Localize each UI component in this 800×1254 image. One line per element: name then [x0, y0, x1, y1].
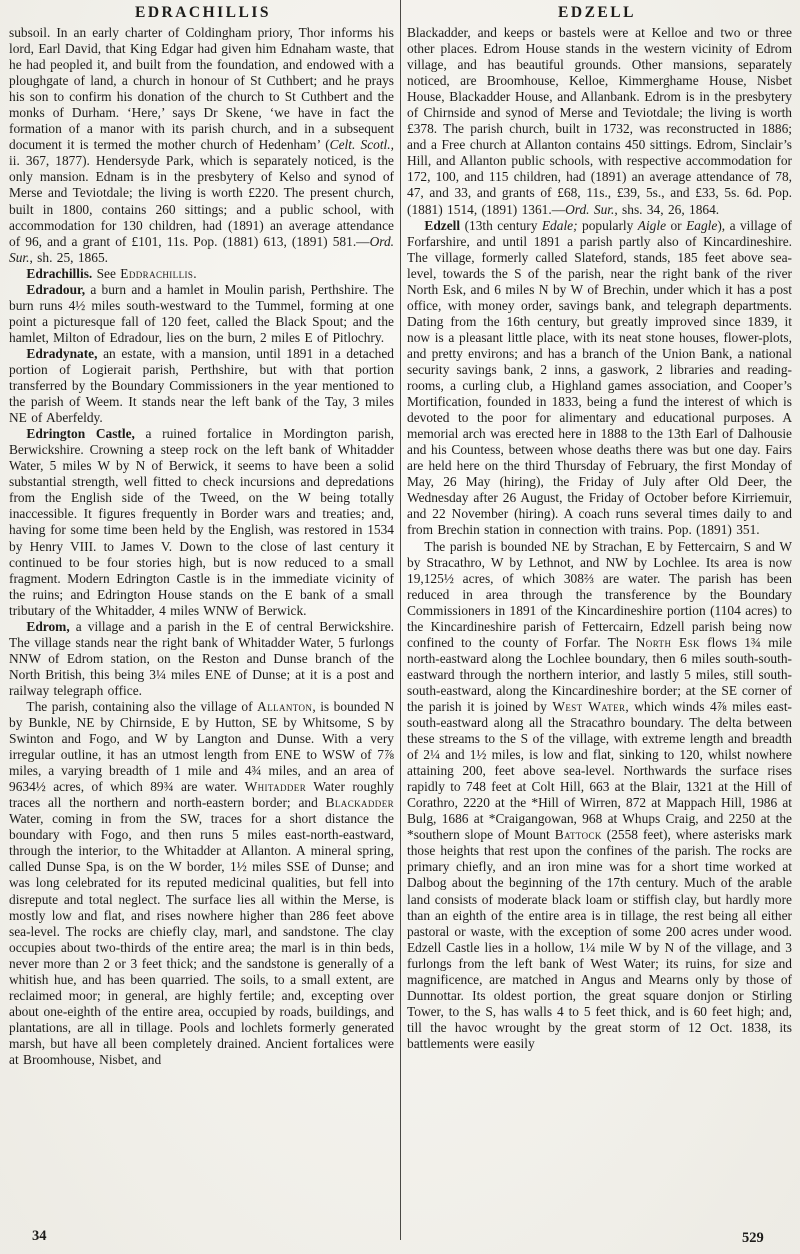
text-run-bold: Edradour, [26, 281, 86, 297]
paragraph [9, 25, 394, 266]
text-run-plain: Water roughly traces all the northern and north-eastern border; and [9, 779, 394, 811]
text-run-bold: Edrington Castle, [26, 426, 135, 442]
text-run-smallcaps: Blackadder [325, 795, 394, 811]
text-run-bold: Edradynate, [26, 345, 98, 361]
paragraph [407, 25, 792, 218]
text-run-plain: , shs. 34, 26, 1864. [614, 201, 720, 217]
text-run-plain: a village and a parish in the E of central Berwickshire. The village stands near the right bank of Whitadder Water, 5 furlongs NNW of Edrom station, on the Reston and Dunse branch of the North British, this being 3¼ miles ENE of Dunse; at it is a post and railway telegraph office. [9, 618, 394, 698]
text-run-smallcaps: West Water [552, 698, 626, 714]
text-run-italic: Ord. Sur. [9, 233, 394, 265]
text-run-plain: a burn and a hamlet in Moulin parish, Perthshire. The burn runs 4½ miles south-westward to the Tummel, forming at one point a picturesque fall of 120 feet, called the Black Spout; and the hamlet, Milton of Edradour, lies on the burn, 2 miles E of Pitlochry. [9, 281, 394, 345]
paragraph [9, 426, 394, 619]
text-run-plain: an estate, with a mansion, until 1891 in a detached portion of Logierait parish, Perthshire, but with that portion transferred by the Boundary Commissioners in the year mentioned to the parish of Weem. It stands near the left bank of the Tay, 3 miles NE of Aberfeldy. [9, 345, 394, 426]
text-run-italic: Aigle [637, 217, 667, 233]
text-run-plain: The parish, containing also the village of [26, 698, 258, 714]
text-run-plain: , ii. 367, 1877). Hendersyde Park, which is separately noticed, is the only mansion. Ednam is in the presbytery of Kelso and synod of Merse and Teviotdale; the living is worth £220. The present church, built in 1800, contains 260 sittings; and a public school, with accommodation for 130 children, had (1891) an average attendance of 96, and a grant of £101, 11s. Pop. (1881) 613, (1891) 581.— [9, 137, 394, 249]
text-run-plain: (13th century [460, 217, 542, 233]
text-run-plain: subsoil. In an early charter of Coldingham priory, Thor informs his lord, Earl David, that King Edgar had given him Ednaham waste, that he had peopled it, and built from the foundation, and endowed with a ploughgate of land, a church in honour of St Cuthbert; and he prays his son to confirm his donation of the church to St Cuthbert and the monks of Durham. ‘Here,’ says Dr Skene, ‘we have in fact the formation of a manor with its parish church, and in a subsequent document it is termed the mother church of Hedenham’ ( [9, 25, 394, 153]
paragraph [9, 282, 394, 346]
page-number-right: 529 [742, 1230, 764, 1246]
text-run-plain: flows 1¾ mile north-eastward along the Lochlee boundary, then 6 miles south-south-eastward through the northern interior, and lastly 5 miles, still south-south-eastward, along the Kincardineshire border; at the SE corner of the parish it is joined by [407, 634, 792, 714]
running-head-right: EDZELL [558, 4, 636, 21]
text-run-plain: The parish is bounded NE by Strachan, E by Fettercairn, S and W by Stracathro, W by Lethnot, and NW by Lochlee. Its area is now 19,125½ acres, of which 308⅔ are water. The parish has been reduced in area through the transference by the Boundary Commissioners in 1891 of the Kincardineshire portion (1104 acres) to the Kincardineshire parish of Fettercairn, Edzell parish being now confined to the county of Forfar. The [407, 538, 792, 650]
text-run-bold: Edrachillis. [26, 265, 93, 281]
text-run-plain: , is bounded N by Bunkle, NE by Chirnside, E by Hutton, SE by Whitsome, S by Swinton and Fogo, and W by Langton and Dunse. With a very irregular outline, it has an utmost length from ENE to WSW of 7⅞ miles, a varying breadth of 1 mile and 4¾ miles, and an area of 9634½ acres, of which 89¾ are water. [9, 698, 395, 795]
page-number-left: 34 [32, 1228, 47, 1244]
text-run-plain: Water, coming in from the SW, traces for a short distance the boundary with Fogo, and then runs 5 miles east-north-eastward, through the interior, to the Whitadder at Allanton. A mineral spring, called Dunse Spa, is on the W border, 1½ miles SSE of Dunse; and was long celebrated for its reputed medicinal qualities, but fell into disrepute and total neglect. The surface lies all within the Merse, is mostly low and flat, and rises nowhere higher than 286 feet above sea-level. The rocks are chiefly clay, marl, and sandstone. The clay occupies about two-thirds of the entire area; the marl is in thin beds, never more than 2 or 3 feet thick; and the sandstone is generally of a whitish hue, and has been quarried. The soils, to a small extent, are reclaimed moor; in general, are highly fertile; and, excepting over about one-eighth of the entire area, occupied by roads, buildings, and plantations, are all in tillage. Pools and lochlets formerly generated marsh, but have all been completely drained. Ancient fortalices were at Broomhouse, Nisbet, and [9, 811, 394, 1067]
text-run-plain: , sh. 25, 1865. [29, 249, 108, 265]
text-run-plain: ), a village of Forfarshire, and until 1891 a parish partly also of Kincardineshire. The village, formerly called Slateford, stands, 185 feet above sea-level, towards the S of the parish, near the right bank of the river North Esk, and 6 miles N by W of Brechin, under which it has a post office, with money order, savings bank, and telegraph departments. Dating from the 16th century, but greatly improved since 1839, it now is a pleasant little place, with its neat stone houses, flower-plots, and pretty environs; and has a branch of the Union Bank, a national security savings bank, 2 inns, a gaswork, 2 libraries and reading-rooms, a curling club, a Highland games association, and Cooper’s Mortification, founded in 1833, being a fund the interest of which is devoted to the poor for alimentary and educational purposes. A memorial arch was erected here in 1888 to the 13th Earl of Dalhousie and his Countess, between whose deaths there was but one day. Fairs are held here on the third Thursday of February, the first Monday of May, 26 May (hiring), the Friday of July after Old Deer, the Wednesday after 26 August, the Friday of October before Kirriemuir, and 22 November (hiring). A coach runs several times daily to and from Brechin station in connection with trains. Pop. (1891) 351. [407, 217, 792, 538]
text-run-smallcaps: North Esk [635, 634, 700, 650]
paragraph [407, 539, 792, 1053]
text-run-italic: Celt. Scotl. [329, 137, 391, 153]
text-run-bold: Edzell [424, 217, 461, 233]
left-column [9, 25, 394, 1068]
text-run-plain: , which winds 4⅞ miles east-south-eastward along all the Stracathro boundary. The delta between these streams to the S of the village, with extreme length and breadth of 2¼ and 1½ miles, is low and flat, sinking to 120, whilst nowhere attaining 200, feet above sea-level. Northwards the surface rises rapidly to 748 feet at Colt Hill, 663 at the Blair, 1321 at the Hill of Corathro, 2220 at the *Hill of Wirren, 872 at Mappach Hill, 1986 at Bulg, 1686 at *Craigangowan, 968 at Whups Craig, and 2250 at the *southern slope of Mount [407, 698, 792, 843]
text-run-plain: (2558 feet), where asterisks mark those heights that rest upon the confines of the parish. The rocks are primary chiefly, and an iron mine was for a short time worked at Dalbog about the beginning of the 17th century. Much of the arable land consists of moderate black loam or stiffish clay, but hardly more than an eighth of the entire area is in tillage, the rest being all either pastoral or waste, with the exception of some 200 acres under wood. Edzell Castle lies in a hollow, 1¼ mile W by N of the village, and 3 furlongs from the left bank of West Water; its ruins, for size and magnificence, are matched in Angus and Mearns only by those of Dunnottar. Its oldest portion, the great square donjon or Stirling Tower, to the S, has walls 4 to 5 feet thick, and is 60 feet high; and, till the havoc wrought by the great storm of 12 Oct. 1838, its battlements were easily [407, 827, 792, 1051]
text-run-plain: a ruined fortalice in Mordington parish, Berwickshire. Crowning a steep rock on the left bank of Whitadder Water, 5 miles W by N of Berwick, it seems to have been a solid substantial strength, well fitted to check incursions and depredations from the English side of the Tweed, on the W being totally inaccessible. It figures frequently in Border wars and treaties; and, having for some time been held by the English, was restored in 1534 by Henry VIII. to James V. Down to the close of last century it continued to be four stories high, but is now reduced to a small fragment. Modern Edrington Castle is in the immediate vicinity of the ruins; and Edrington House stands on the E bank of a small tributary of the Whitadder, 4 miles WNW of Berwick. [9, 426, 394, 618]
text-run-italic: Edale; [541, 217, 578, 233]
text-run-smallcaps: Whitadder [244, 779, 307, 795]
paragraph [9, 266, 394, 282]
paragraph [9, 346, 394, 426]
text-run-italic: Ord. Sur. [565, 201, 615, 217]
text-run-smallcaps: Eddrachillis [120, 265, 194, 281]
text-run-plain: Blackadder, and keeps or bastels were at Kelloe and two or three other places. Edrom House stands in the western vicinity of Edrom village, and has beautiful grounds. Other mansions, separately noticed, are Broomhouse, Kelloe, Kimmerghame House, Nisbet House, Blackadder House, and Allanbank. Edrom is in the presbytery of Chirnside and synod of Merse and Teviotdale; the living is worth £378. The parish church, built in 1732, was reconstructed in 1886; and a Free church at Allanton contains 450 sittings. Edrom, Sinclair’s Hill, and Allanton public schools, with respective accommodation for 172, 100, and 115 children, had (1891) an average attendance of 78, 47, and 33, and grants of £68, 11s., £39, 5s., and £33, 5s. 6d. Pop. (1881) 1514, (1891) 1361.— [407, 25, 792, 217]
text-run-smallcaps: Allanton [257, 698, 313, 714]
text-run-plain: . [193, 265, 197, 281]
column-divider [400, 0, 401, 1240]
paragraph [9, 619, 394, 699]
text-run-smallcaps: Battock [554, 827, 602, 843]
running-head-left: EDRACHILLIS [134, 4, 272, 21]
text-run-plain: or [666, 217, 687, 233]
text-run-italic: Eagle [686, 217, 718, 233]
paragraph [9, 699, 394, 1068]
text-run-bold: Edrom, [26, 618, 70, 634]
text-run-plain: See [92, 265, 121, 281]
right-column [407, 25, 792, 1052]
text-run-plain: popularly [577, 217, 638, 233]
paragraph [407, 218, 792, 539]
